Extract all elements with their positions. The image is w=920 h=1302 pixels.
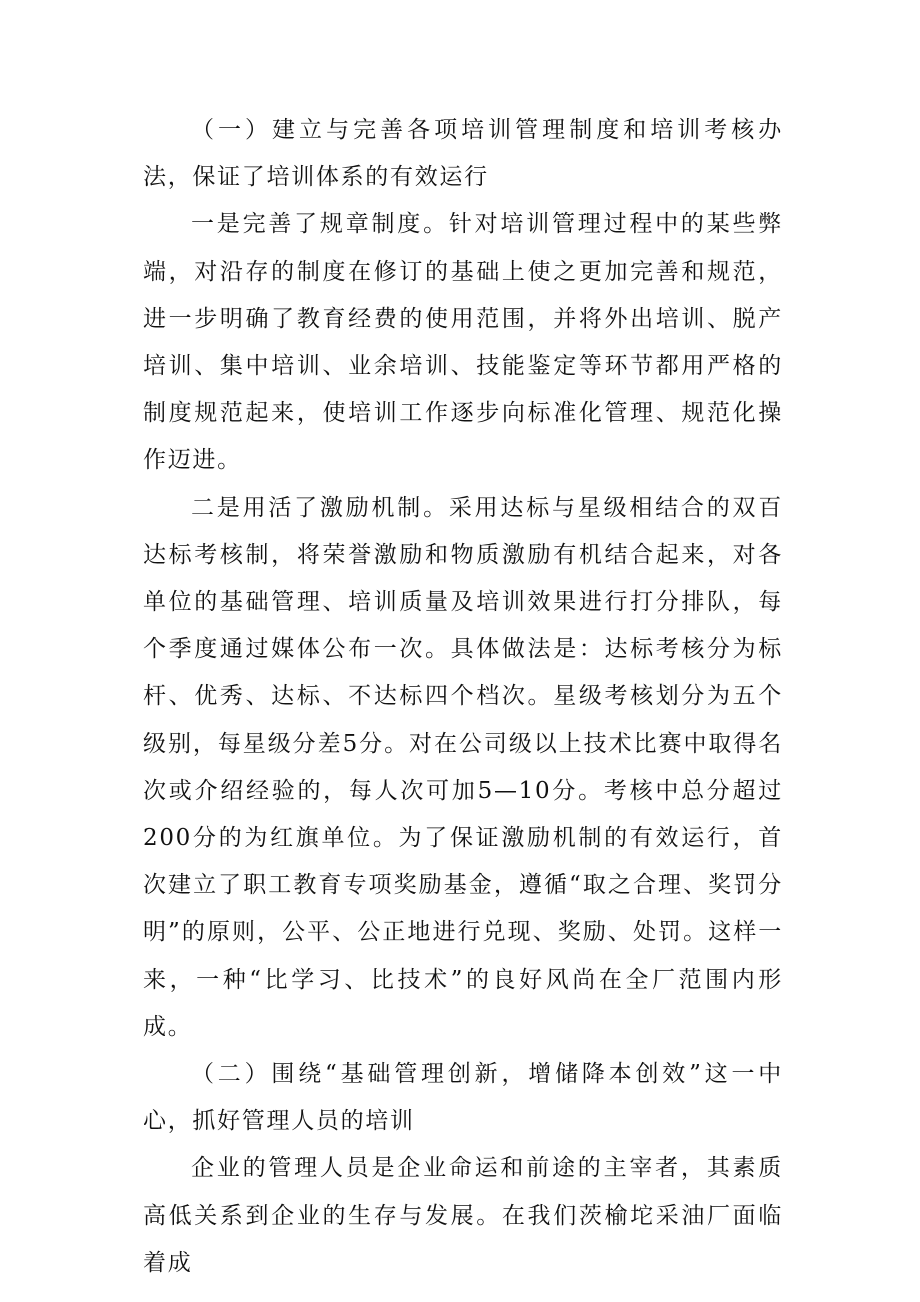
paragraph-regulations: 一是完善了规章制度。针对培训管理过程中的某些弊端，对沿存的制度在修订的基础上使之更加完善和规范，进一步明确了教育经费的使用范围，并将外出培训、脱产培训、集中培训、业余培训、技能鉴定等环节都用严格的制度规范起来，使培训工作逐步向标准化管理、规范化操作迈进。 (143, 211, 783, 474)
section-heading-1: （一）建立与完善各项培训管理制度和培训考核办法，保证了培训体系的有效运行 (143, 117, 783, 191)
paragraph-incentives: 二是用活了激励机制。采用达标与星级相结合的双百达标考核制，将荣誉激励和物质激励有机结合起来，对各单位的基础管理、培训质量及培训效果进行打分排队，每个季度通过媒体公布一次。具体做法是：达标考核分为标杆、优秀、达标、不达标四个档次。星级考核划分为五个级别，每星级分差5分。对在公司级以上技术比赛中取得名次或介绍经验的，每人次可加5—10分。考核中总分超过200分的为红旗单位。为了保证激励机制的有效运行，首次建立了职工教育专项奖励基金，遵循“取之合理、奖罚分明”的原则，公平、公正地进行兑现、奖励、处罚。这样一来，一种“比学习、比技术”的良好风尚在全厂范围内形成。 (143, 494, 783, 1040)
section-heading-2: （二）围绕“基础管理创新，增储降本创效”这一中心，抓好管理人员的培训 (143, 1061, 783, 1135)
document-body (143, 107, 783, 1287)
paragraph-managers: 企业的管理人员是企业命运和前途的主宰者，其素质高低关系到企业的生存与发展。在我们茨榆坨采油厂面临着成 (143, 1155, 783, 1276)
